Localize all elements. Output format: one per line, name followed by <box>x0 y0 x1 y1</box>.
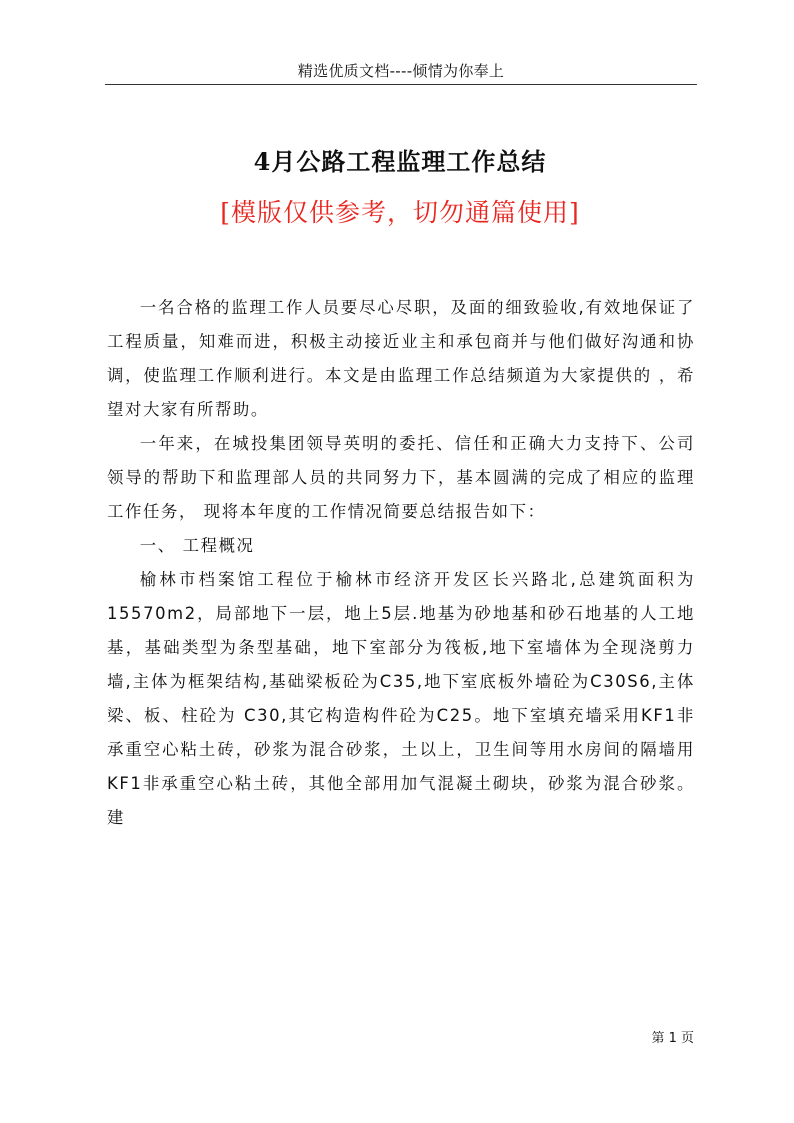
page-number: 第 1 页 <box>651 1031 694 1046</box>
header-divider <box>105 84 697 85</box>
body-paragraph-project-overview: 榆林市档案馆工程位于榆林市经济开发区长兴路北,总建筑面积为15570m2，局部地下一层，地上5层.地基为砂地基和砂石地基的人工地基，基础类型为条型基础，地下室部分为筏板,地下室墙体为全现浇剪力墙,主体为框架结构,基础梁板砼为C35,地下室底板外墙砼为C30S6,主体梁、板、柱砼为 C30,其它构造构件砼为C25。地下室填充墙采用KF1非承重空心粘土砖，砂浆为混合砂浆，土以上，卫生间等用水房间的隔墙用 KF1非承重空心粘土砖，其他全部用加气混凝土砌块，砂浆为混合砂浆。建 <box>107 570 695 827</box>
page-header: 精选优质文档----倾情为你奉上 <box>297 62 505 80</box>
body-paragraph-summary: 一年来，在城投集团领导英明的委托、信任和正确大力支持下、公司领导的帮助下和监理部人员的共同努力下，基本圆满的完成了相应的监理工作任务， 现将本年度的工作情况简要总结报告如下： <box>107 434 695 521</box>
document-title: 4月公路工程监理工作总结 <box>253 147 547 176</box>
body-paragraph-intro: 一名合格的监理工作人员要尽心尽职，及面的细致验收,有效地保证了工程质量，知难而进，积极主动接近业主和承包商并与他们做好沟通和协调，使监理工作顺利进行。本文是由监理工作总结频道为大家提供的 ，希望对大家有所帮助。 <box>107 298 695 419</box>
document-body <box>107 291 695 835</box>
section-heading-overview: 一、 工程概况 <box>139 536 255 555</box>
document-subtitle: [模版仅供参考，切勿通篇使用] <box>220 198 580 227</box>
